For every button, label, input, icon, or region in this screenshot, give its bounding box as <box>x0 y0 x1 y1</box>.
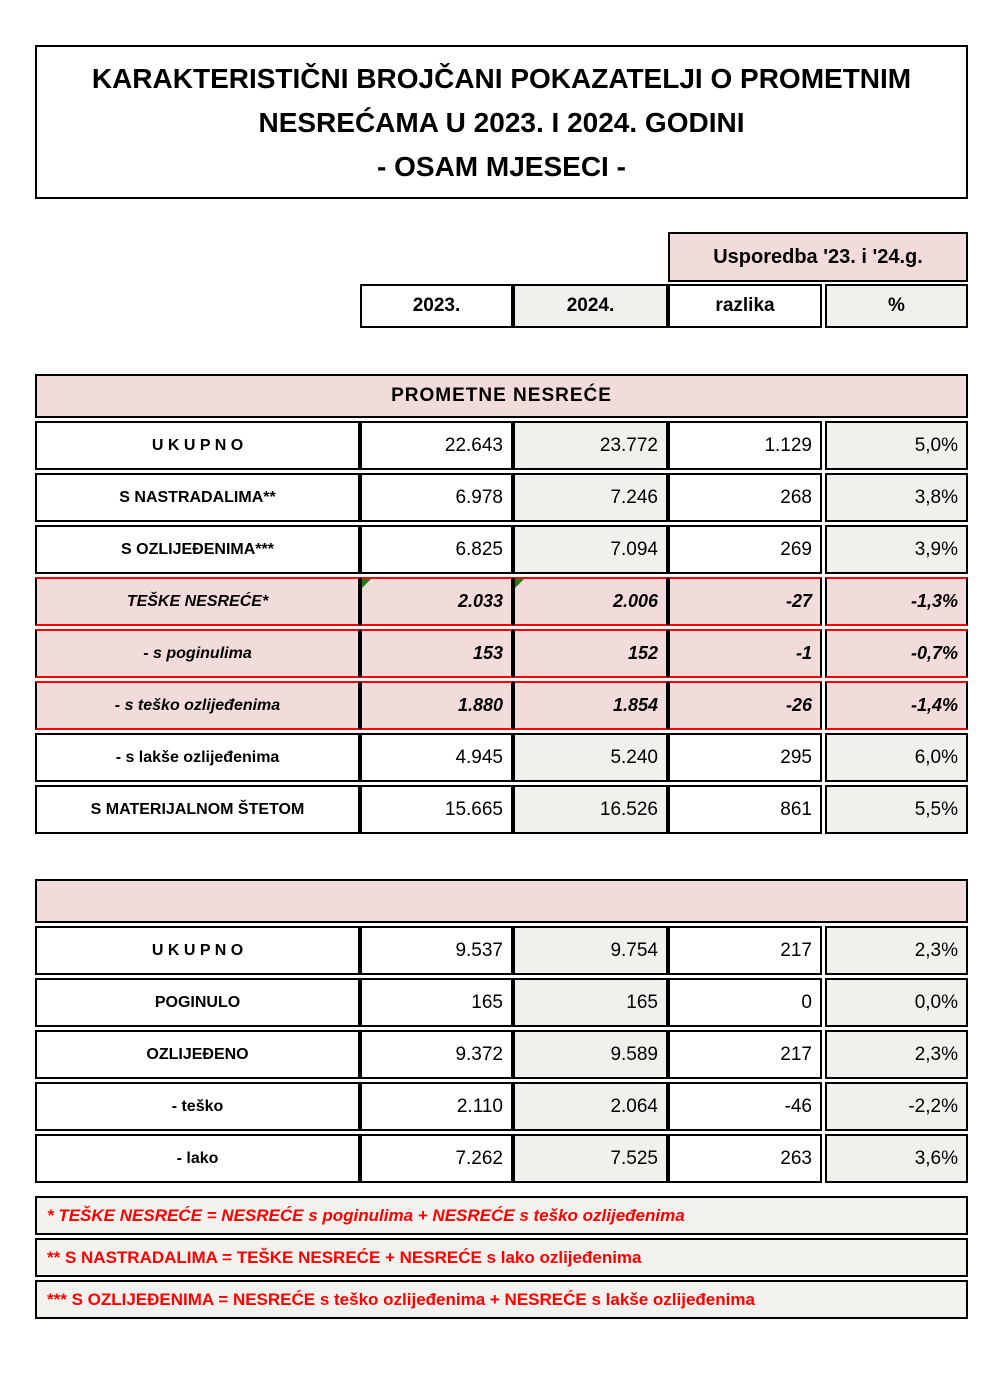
cell-2023: 6.825 <box>360 525 513 574</box>
table-row <box>35 733 968 782</box>
cell-razlika: 295 <box>668 733 822 782</box>
cell-percent: 6,0% <box>825 733 968 782</box>
cell-2024: 7.525 <box>513 1134 668 1183</box>
footnote-s-ozlijedenima: *** S OZLIJEĐENIMA = NESREĆE s teško ozlijeđenima + NESREĆE s lakše ozlijeđenima <box>35 1280 968 1319</box>
cell-2024: 7.246 <box>513 473 668 522</box>
row-label: - s poginulima <box>35 629 360 678</box>
table-row <box>35 1082 968 1131</box>
cell-razlika: -26 <box>668 681 822 730</box>
table-row <box>35 1030 968 1079</box>
cell-razlika: 861 <box>668 785 822 834</box>
cell-2024 <box>513 577 668 626</box>
table-row-highlighted <box>35 629 968 678</box>
formula-marker-icon <box>362 579 371 588</box>
report-title-line-2: NESREĆAMA U 2023. I 2024. GODINI <box>258 107 745 138</box>
table-row <box>35 785 968 834</box>
cell-razlika: 1.129 <box>668 421 822 470</box>
table-row <box>35 926 968 975</box>
cell-2023 <box>360 577 513 626</box>
cell-2023: 1.880 <box>360 681 513 730</box>
section-header-prometne-nesrece: PROMETNE NESREĆE <box>35 374 968 418</box>
section-header-blank <box>35 879 968 923</box>
cell-razlika: 263 <box>668 1134 822 1183</box>
cell-razlika: 0 <box>668 978 822 1027</box>
cell-razlika: 268 <box>668 473 822 522</box>
report-page <box>35 45 968 1319</box>
table-row-highlighted <box>35 681 968 730</box>
column-header-2024: 2024. <box>513 284 668 328</box>
cell-razlika: -46 <box>668 1082 822 1131</box>
row-label: OZLIJEĐENO <box>35 1030 360 1079</box>
cell-percent: -0,7% <box>825 629 968 678</box>
cell-2023: 9.372 <box>360 1030 513 1079</box>
cell-2023: 6.978 <box>360 473 513 522</box>
cell-2024: 2.064 <box>513 1082 668 1131</box>
table-row <box>35 978 968 1027</box>
cell-percent: -2,2% <box>825 1082 968 1131</box>
cell-percent: 3,8% <box>825 473 968 522</box>
row-label: POGINULO <box>35 978 360 1027</box>
cell-2023: 2.110 <box>360 1082 513 1131</box>
column-header-percent: % <box>825 284 968 328</box>
cell-percent: 3,9% <box>825 525 968 574</box>
table-row <box>35 421 968 470</box>
row-label: TEŠKE NESREĆE* <box>35 577 360 626</box>
casualties-table <box>35 879 968 1183</box>
row-label: S MATERIJALNOM ŠTETOM <box>35 785 360 834</box>
table-row <box>35 1134 968 1183</box>
table-row-highlighted <box>35 577 968 626</box>
report-title-line-3: - OSAM MJESECI - <box>377 151 626 182</box>
cell-percent: 2,3% <box>825 926 968 975</box>
cell-2024: 9.589 <box>513 1030 668 1079</box>
cell-2023-value: 2.033 <box>457 591 503 611</box>
comparison-header: Usporedba '23. i '24.g. <box>668 232 968 282</box>
row-label: - lako <box>35 1134 360 1183</box>
cell-2024: 152 <box>513 629 668 678</box>
cell-2024: 5.240 <box>513 733 668 782</box>
footnotes <box>35 1196 968 1319</box>
column-header-row <box>360 284 968 328</box>
footnote-s-nastradalima: ** S NASTRADALIMA = TEŠKE NESREĆE + NESREĆE s lako ozlijeđenima <box>35 1238 968 1277</box>
cell-percent: -1,4% <box>825 681 968 730</box>
cell-2023: 15.665 <box>360 785 513 834</box>
cell-2023: 7.262 <box>360 1134 513 1183</box>
cell-2023: 4.945 <box>360 733 513 782</box>
cell-2023: 165 <box>360 978 513 1027</box>
table-row <box>35 525 968 574</box>
cell-percent: 5,5% <box>825 785 968 834</box>
row-label: S OZLIJEĐENIMA*** <box>35 525 360 574</box>
cell-2024: 9.754 <box>513 926 668 975</box>
cell-2024-value: 2.006 <box>612 591 658 611</box>
footnote-teske-nesrece: * TEŠKE NESREĆE = NESREĆE s poginulima + NESREĆE s teško ozlijeđenima <box>35 1196 968 1235</box>
cell-percent: 0,0% <box>825 978 968 1027</box>
cell-2024: 16.526 <box>513 785 668 834</box>
cell-razlika: 217 <box>668 926 822 975</box>
row-label: S NASTRADALIMA** <box>35 473 360 522</box>
column-header-2023: 2023. <box>360 284 513 328</box>
cell-percent: 3,6% <box>825 1134 968 1183</box>
cell-percent: 5,0% <box>825 421 968 470</box>
cell-razlika: -27 <box>668 577 822 626</box>
cell-2024: 165 <box>513 978 668 1027</box>
cell-razlika: -1 <box>668 629 822 678</box>
row-label: - s teško ozlijeđenima <box>35 681 360 730</box>
accidents-table <box>35 374 968 834</box>
cell-razlika: 217 <box>668 1030 822 1079</box>
row-label: - teško <box>35 1082 360 1131</box>
row-label: U K U P N O <box>35 926 360 975</box>
cell-2024: 1.854 <box>513 681 668 730</box>
cell-2023: 9.537 <box>360 926 513 975</box>
table-row <box>35 473 968 522</box>
row-label: U K U P N O <box>35 421 360 470</box>
cell-2023: 153 <box>360 629 513 678</box>
cell-percent: 2,3% <box>825 1030 968 1079</box>
cell-percent: -1,3% <box>825 577 968 626</box>
column-header-razlika: razlika <box>668 284 822 328</box>
cell-2023: 22.643 <box>360 421 513 470</box>
row-label: - s lakše ozlijeđenima <box>35 733 360 782</box>
report-title <box>35 45 968 199</box>
formula-marker-icon <box>515 579 524 588</box>
cell-razlika: 269 <box>668 525 822 574</box>
cell-2024: 23.772 <box>513 421 668 470</box>
cell-2024: 7.094 <box>513 525 668 574</box>
report-title-line-1: KARAKTERISTIČNI BROJČANI POKAZATELJI O PROMETNIM <box>91 63 912 94</box>
